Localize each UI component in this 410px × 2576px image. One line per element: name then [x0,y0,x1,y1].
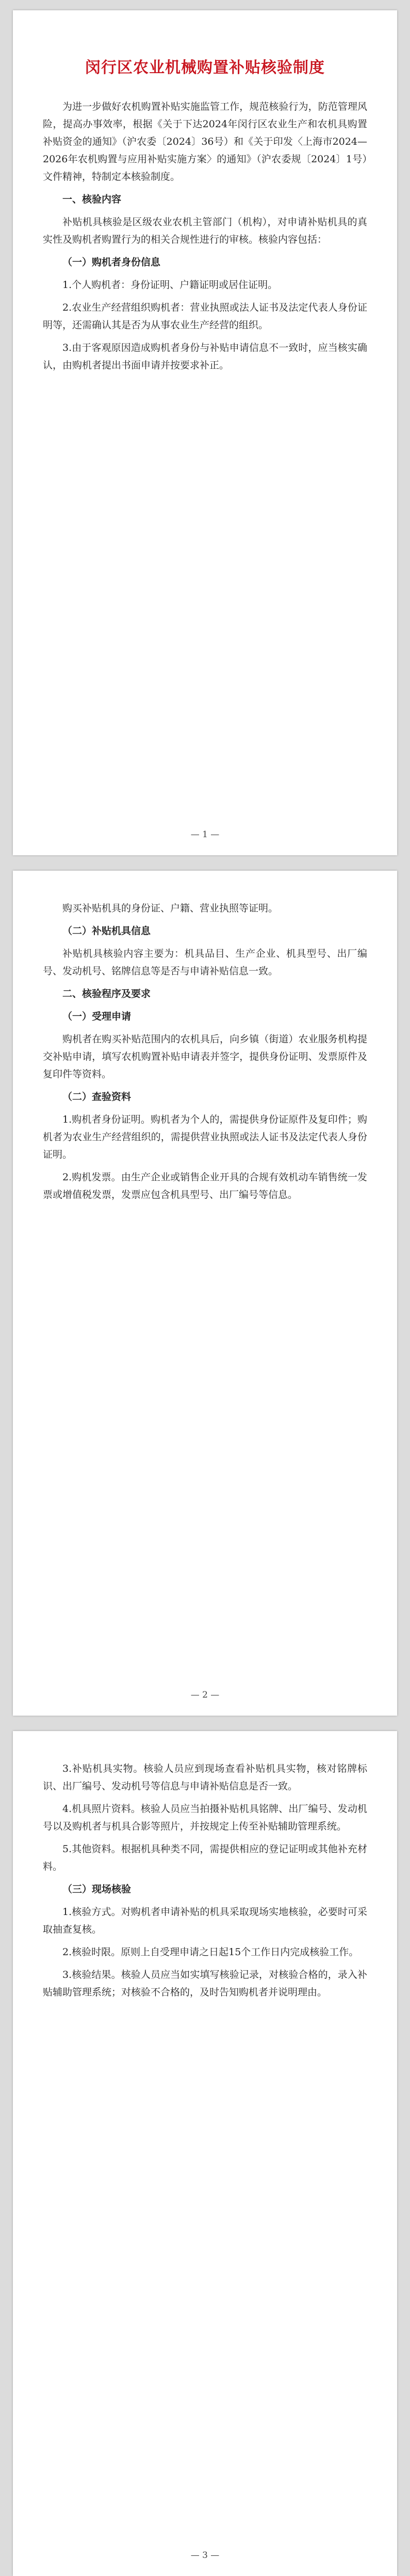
paragraph: 补贴机具核验是区级农业农机主管部门（机构），对申请补贴机具的真实性及购机者购置行为的相关合规性进行的审核。核验内容包括： [43,216,367,245]
page-number: — 1 — [190,829,220,840]
page-1 [13,10,397,855]
paragraph: 5.其他资料。根据机具种类不同，需提供相应的登记证明或其他补充材料。 [43,1843,367,1872]
paragraph: 2.核验时限。原则上自受理申请之日起15个工作日内完成核验工作。 [62,1946,359,1958]
paragraph: 2.农业生产经营组织购机者：营业执照或法人证书及法定代表人身份证明等，还需确认其是否为从事农业生产经营的组织。 [43,302,367,331]
paragraph: 1.个人购机者：身份证明、户籍证明或居住证明。 [62,279,278,291]
paragraph: 2.购机发票。由生产企业或销售企业开具的合规有效机动车销售统一发票或增值税发票，发票应包含机具型号、出厂编号等信息。 [43,1172,367,1200]
section-heading: 二、核验程序及要求 [62,988,151,999]
subsection-heading: （三）现场核验 [62,1884,132,1895]
paragraph: 补贴机具核验内容主要为：机具品目、生产企业、机具型号、出厂编号、发动机号、铭牌信息等是否与申请补贴信息一致。 [43,948,367,977]
document-title: 闵行区农业机械购置补贴核验制度 [85,59,325,77]
paragraph: 3.由于客观原因造成购机者身份与补贴申请信息不一致时，应当核实确认，由购机者提出书面申请并按要求补正。 [43,342,367,371]
paragraph: 为进一步做好农机购置补贴实施监管工作，规范核验行为，防范管理风险，提高办事效率，根据《关于下达2024年闵行区农业生产和农机具购置补贴资金的通知》（沪农委〔2024〕36号）和《关于印发〈上海市2024—2026年农机购置与应用补贴实施方案〉的通知》（沪农委规〔2024〕1号）文件精神，特制定本核验制度。 [43,101,367,182]
subsection-heading: （一）受理申请 [62,1011,132,1022]
page-2 [13,871,397,1716]
paragraph: 购买补贴机具的身份证、户籍、营业执照等证明。 [62,903,278,914]
paragraph: 3.核验结果。核验人员应当如实填写核验记录，对核验合格的，录入补贴辅助管理系统；对核验不合格的，及时告知购机者并说明理由。 [43,1969,367,1998]
subsection-heading: （二）补贴机具信息 [62,925,151,937]
subsection-heading: （一）购机者身份信息 [62,257,161,268]
paragraph: 1.核验方式。对购机者申请补贴的机具采取现场实地核验，必要时可采取抽查复核。 [43,1906,367,1935]
paragraph: 1.购机者身份证明。购机者为个人的，需提供身份证原件及复印件；购机者为农业生产经营组织的，需提供营业执照或法人证书及法定代表人身份证明。 [43,1114,367,1160]
paragraph: 4.机具照片资料。核验人员应当拍摄补贴机具铭牌、出厂编号、发动机号以及购机者与机具合影等照片，并按规定上传至补贴辅助管理系统。 [43,1803,367,1832]
section-heading: 一、核验内容 [62,194,122,205]
paragraph: 购机者在购买补贴范围内的农机具后，向乡镇（街道）农业服务机构提交补贴申请，填写农机购置补贴申请表并签字，提供身份证明、发票原件及复印件等资料。 [43,1033,367,1080]
page-number: — 2 — [190,1690,220,1700]
subsection-heading: （二）查验资料 [62,1091,132,1103]
paragraph: 3.补贴机具实物。核验人员应到现场查看补贴机具实物，核对铭牌标识、出厂编号、发动机号等信息与申请补贴信息是否一致。 [43,1763,367,1792]
page-number: — 3 — [190,2550,220,2561]
page-3 [13,1731,397,2576]
